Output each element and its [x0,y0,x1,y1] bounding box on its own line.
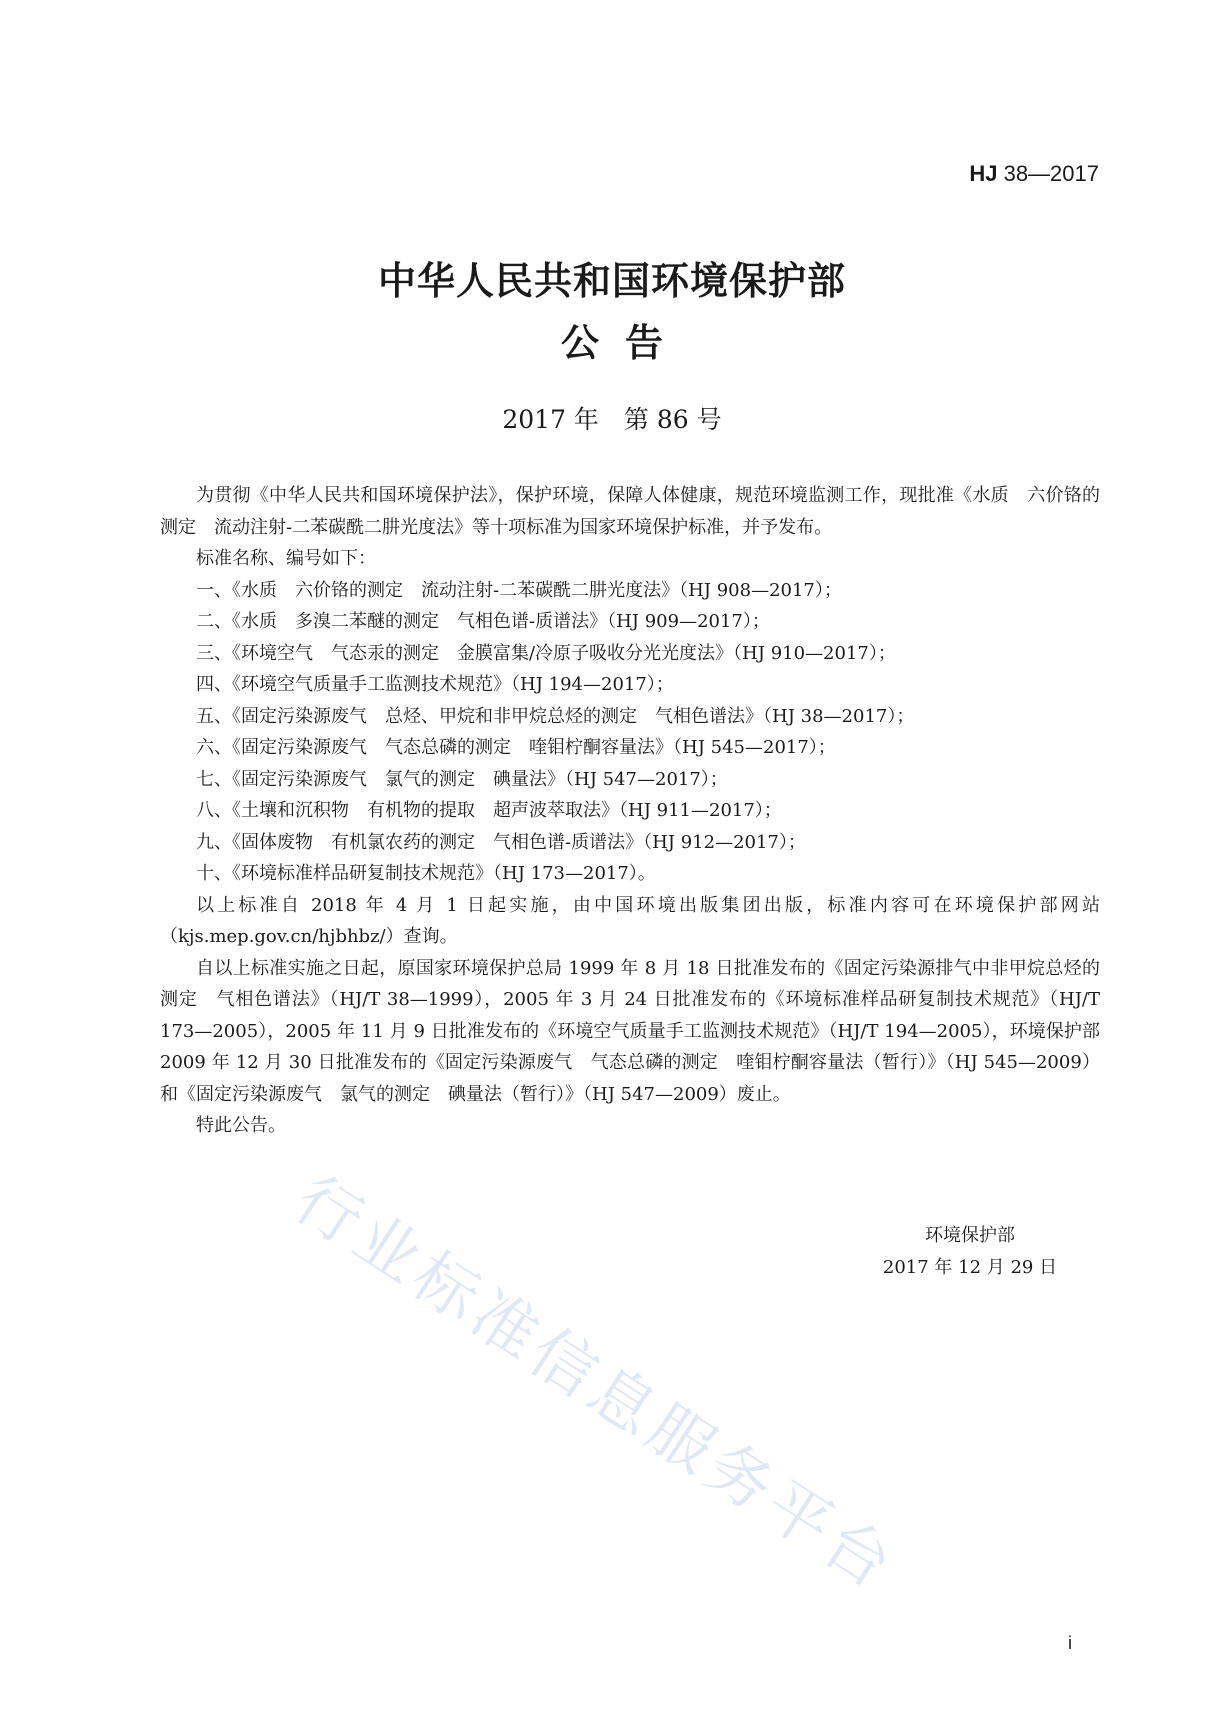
list-item: 八、《土壤和沉积物 有机物的提取 超声波萃取法》（HJ 911—2017）； [196,800,782,821]
ministry-title: 中华人民共和国环境保护部 [377,258,846,303]
closing-line: 特此公告。 [196,1115,286,1136]
standard-code-prefix: HJ [969,161,998,186]
list-item: 一、《水质 六价铬的测定 流动注射-二苯碳酰二肼光度法》（HJ 908—2017）； [196,579,842,601]
issue-number: 2017 年 第 86 号 [502,405,722,434]
list-item: 九、《固体废物 有机氯农药的测定 气相色谱-质谱法》（HJ 912—2017）； [196,831,806,853]
list-item: 六、《固定污染源废气 气态总磷的测定 喹钼柠酮容量法》（HJ 545—2017）； [196,737,836,758]
intro-paragraph: 为贯彻《中华人民共和国环境保护法》，保护环境，保障人体健康，规范环境监测工作，现批准《水质 六价铬的测定 流动注射-二苯碳酰二肼光度法》等十项标准为国家环境保护标准，并予发布。 [160,485,1100,538]
standards-list [160,575,1100,890]
signature-block [880,1220,1060,1283]
signature-org: 环境保护部 [925,1225,1015,1246]
standard-code [969,161,1099,187]
list-item: 五、《固定污染源废气 总烃、甲烷和非甲烷总烃的测定 气相色谱法》（HJ 38—2017）； [196,705,915,727]
list-item: 七、《固定污染源废气 氯气的测定 碘量法》（HJ 547—2017）； [196,768,728,790]
list-item: 二、《水质 多溴二苯醚的测定 气相色谱-质谱法》（HJ 909—2017）； [196,611,770,632]
signature-date: 2017 年 12 月 29 日 [882,1256,1058,1278]
list-item: 十、《环境标准样品研复制技术规范》（HJ 173—2017）。 [196,863,656,884]
standard-code-number: 38—2017 [997,161,1099,186]
announcement-body [160,480,1100,1142]
list-intro: 标准名称、编号如下： [196,548,376,569]
implementation-paragraph: 以上标准自 2018 年 4 月 1 日起实施，由中国环境出版集团出版，标准内容可在环境保护部网站（kjs.mep.gov.cn/hjbhbz/）查询。 [160,894,1100,947]
announcement-title: 公告 [560,320,689,365]
repeal-paragraph: 自以上标准实施之日起，原国家环境保护总局 1999 年 8 月 18 日批准发布的《固定污染源排气中非甲烷总烃的测定 气相色谱法》（HJ/T 38—1999），2005 年 3 月 24 日批准发布的《环境标准样品研复制技术规范》（HJ/T 173—2005），2005 年 11 月 9 日批准发布的《环境空气质量手工监测技术规范》（HJ/T 194—2005），环境保护部 2009 年 12 月 30 日批准发布的《固定污染源废气 气态总磷的测定 喹钼柠酮容量法（暂行）》（HJ 545—2009）和《固定污染源废气 氯气的测定 碘量法（暂行）》（HJ 547—2009）废止。 [160,957,1100,1105]
list-item: 三、《环境空气 气态汞的测定 金膜富集/冷原子吸收分光光度法》（HJ 910—2017）； [196,642,896,664]
page-number: i [1068,1633,1072,1653]
list-item: 四、《环境空气质量手工监测技术规范》（HJ 194—2017）； [196,674,674,695]
watermark: 行业标准信息服务平台 [281,1162,909,1606]
